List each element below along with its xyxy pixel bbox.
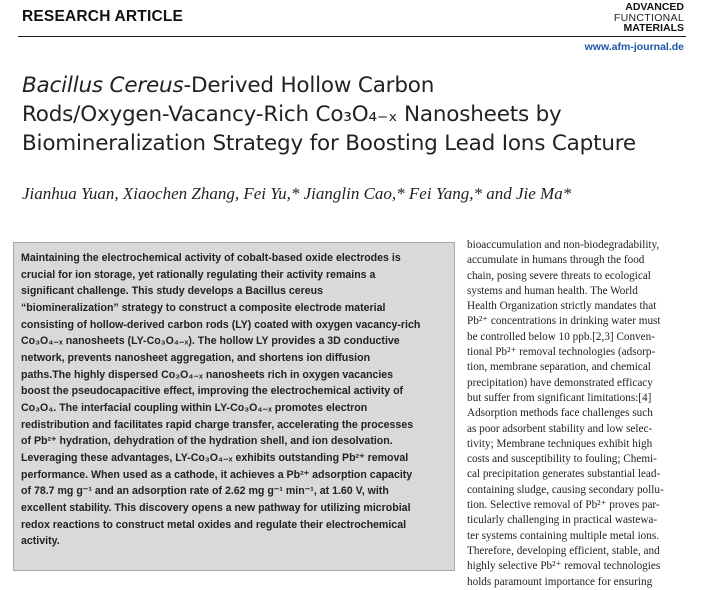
body-text-line: systems and human health. The World — [467, 284, 638, 297]
body-text-line: Therefore, developing efficient, stable, and — [467, 544, 660, 557]
abstract-line: network, prevents nanosheet aggregation, and shortens ion diffusion — [21, 351, 371, 364]
abstract-line: Leveraging these advantages, LY-Co₃O₄₋ₓ exhibits outstanding Pb²⁺ removal — [21, 451, 409, 464]
body-text-line: tion, membrane separation, and chemical — [467, 361, 651, 374]
abstract-line: Maintaining the electrochemical activity of cobalt-based oxide electrodes is — [21, 252, 401, 264]
body-text-line: tion. Selective removal of Pb²⁺ proves par- — [467, 499, 660, 512]
body-text-line: cal precipitation generates substantial lead- — [467, 468, 661, 481]
abstract-line: significant challenge. This study develops a Bacillus cereus — [21, 285, 324, 298]
body-text-line: tivity; Membrane techniques exhibit high — [467, 437, 653, 450]
journal-logo-line: MATERIALS — [623, 22, 684, 34]
body-text-line: bioaccumulation and non-biodegradability, — [467, 239, 660, 251]
body-text-line: highly selective Pb²⁺ removal technologies — [467, 560, 661, 573]
abstract-line: excellent stability. This discovery opens a new pathway for utilizing microbial — [21, 501, 411, 514]
title-line-2: Rods/Oxygen-Vacancy-Rich Co₃O₄₋ₓ Nanosheets by — [22, 102, 562, 127]
header-rule — [18, 36, 686, 37]
abstract-line: crucial for ion storage, yet rationally regulating their activity remains a — [21, 268, 376, 281]
abstract-line: of Pb²⁺ hydration, dehydration of the hydration shell, and ion desolvation. — [21, 435, 393, 448]
body-text-line: ter systems containing multiple metal ions. — [467, 529, 660, 542]
abstract-line: boost the pseudocapacitive effect, improving the electrochemical activity of — [21, 385, 404, 398]
body-text-line: tional Pb²⁺ removal technologies (adsorp- — [467, 346, 656, 359]
body-text-line: precipitation) have demonstrated efficacy — [467, 376, 653, 389]
body-text-line: Pb²⁺ concentrations in drinking water must — [467, 315, 661, 328]
section-label: RESEARCH ARTICLE — [22, 8, 184, 25]
abstract-line: performance. When used as a cathode, it achieves a Pb²⁺ adsorption capacity — [21, 468, 413, 481]
abstract-line: redox reactions to construct metal oxides and regulate their electrochemical — [21, 518, 407, 531]
title-line-1-rest: -Derived Hollow Carbon — [183, 73, 435, 98]
abstract-line: Co₃O₄. The interfacial coupling within LY-Co₃O₄₋ₓ promotes electron — [21, 401, 368, 414]
body-text-line: costs and susceptibility to fouling; Chemi- — [467, 453, 657, 466]
abstract-line: activity. — [21, 535, 60, 548]
article-title — [22, 71, 702, 158]
author-list: Jianhua Yuan, Xiaochen Zhang, Fei Yu,* Jianglin Cao,* Fei Yang,* and Jie Ma* — [22, 184, 572, 203]
journal-logo — [614, 2, 684, 34]
body-text-line: as poor adsorbent stability and low selec- — [467, 422, 653, 435]
journal-logo-line: FUNCTIONAL — [613, 11, 684, 24]
body-text-line: accumulate in humans through the food — [467, 254, 645, 267]
abstract-line: “biomineralization” strategy to construct a composite electrode material — [21, 301, 386, 314]
abstract-line: of 78.7 mg g⁻¹ and an adsorption rate of 2.62 mg g⁻¹ min⁻¹, at 1.60 V, with — [21, 485, 389, 498]
journal-url-link[interactable]: www.afm-journal.de — [584, 41, 684, 53]
abstract-line: consisting of hollow-derived carbon rods (LY) coated with oxygen vacancy-rich — [21, 318, 421, 331]
body-text-line: be controlled below 10 ppb.[2,3] Conven- — [467, 330, 655, 343]
body-text-line: ticularly challenging in practical wastewa- — [467, 514, 658, 527]
body-text-line: Adsorption methods face challenges such — [467, 407, 653, 420]
abstract-line: redistribution and facilitates rapid charge transfer, accelerating the processes — [21, 418, 414, 431]
body-text-line: containing sludge, causing secondary pollu- — [467, 483, 664, 496]
body-column — [467, 238, 687, 590]
journal-logo-line: ADVANCED — [625, 1, 684, 13]
abstract-text — [21, 250, 449, 550]
abstract-line: Co₃O₄₋ₓ nanosheets (LY-Co₃O₄₋ₓ). The hollow LY provides a 3D conductive — [21, 335, 400, 348]
title-italic: Bacillus Cereus — [22, 73, 184, 98]
body-text-line: chain, posing severe threats to ecological — [467, 269, 651, 282]
title-line-3: Biomineralization Strategy for Boosting Lead Ions Capture — [22, 131, 636, 156]
abstract-line: paths.The highly dispersed Co₃O₄₋ₓ nanosheets rich in oxygen vacancies — [21, 368, 394, 381]
body-text-line: holds paramount importance for ensuring — [467, 575, 653, 588]
title-line-1 — [22, 71, 702, 100]
body-text-line: Health Organization strictly mandates that — [467, 300, 657, 313]
body-text-line: but suffer from significant limitations:[4] — [467, 391, 652, 404]
